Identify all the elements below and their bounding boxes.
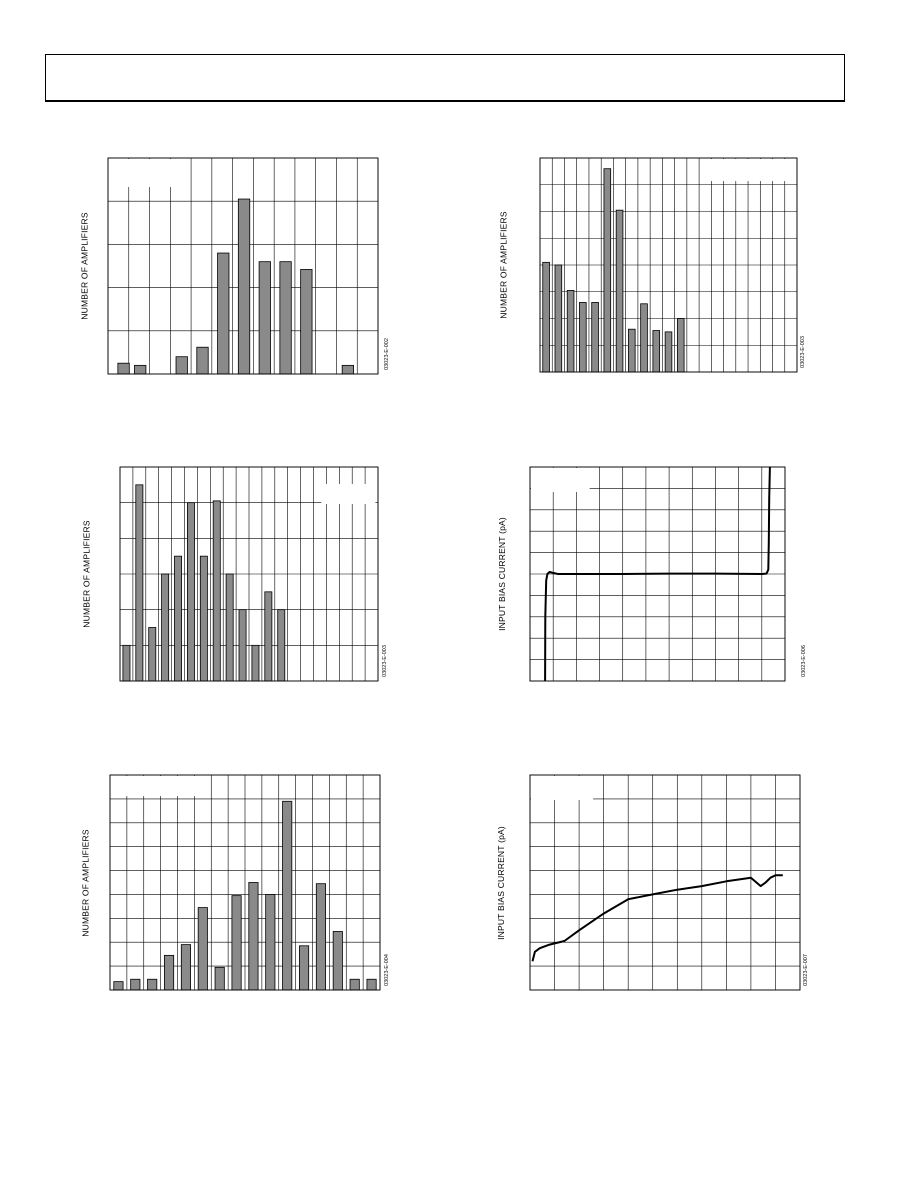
y-axis-label: NUMBER OF AMPLIFIERS	[498, 211, 509, 319]
figure-code: 03023-E-006	[800, 645, 807, 677]
figure-code: 03023-E-004	[383, 954, 390, 986]
legend-box	[531, 776, 593, 800]
figure-code: 03023-E-002	[383, 338, 390, 370]
y-axis-label: INPUT BIAS CURRENT (pA)	[496, 517, 507, 631]
figure-code: 03023-E-003	[381, 645, 388, 677]
plot-border	[530, 775, 800, 990]
figure-code: 03023-E-003	[799, 336, 806, 368]
figure-code: 03023-E-007	[802, 954, 809, 986]
chart-grid	[530, 775, 800, 990]
y-axis-label: INPUT BIAS CURRENT (pA)	[495, 825, 506, 940]
y-axis-label: NUMBER OF AMPLIFIERS	[81, 520, 92, 628]
y-axis-label: NUMBER OF AMPLIFIERS	[80, 828, 91, 937]
y-axis-label: NUMBER OF AMPLIFIERS	[79, 212, 90, 320]
